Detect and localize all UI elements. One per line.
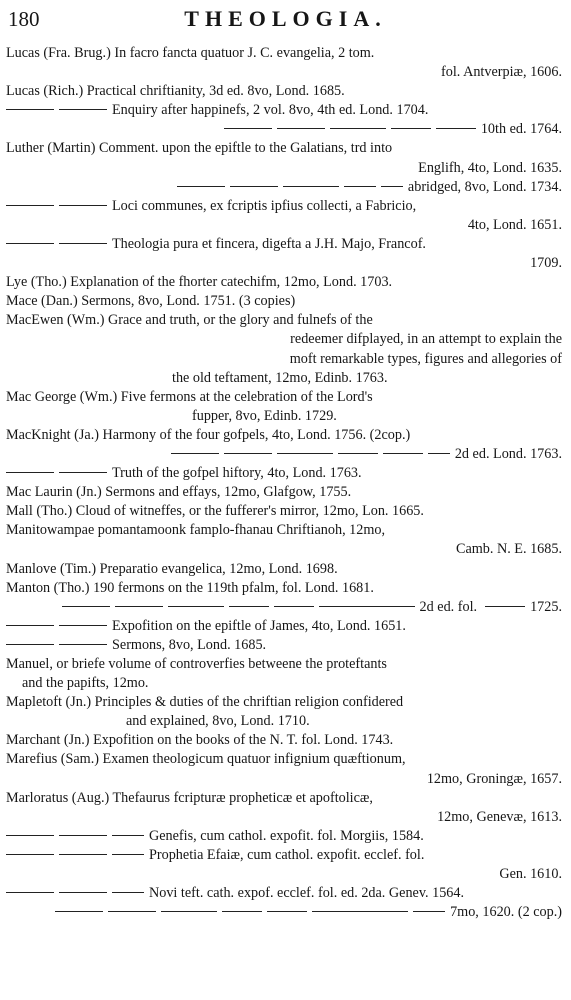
ditto-dash [6, 205, 54, 206]
entry-text: 12mo, Genevæ, 1613. [437, 808, 562, 825]
entry-text: Expofition on the epiftle of James, 4to, Lond. 1651. [112, 617, 406, 634]
entry-line [6, 139, 562, 158]
entry-text: 12mo, Groningæ, 1657. [426, 770, 562, 787]
entry-text: Genefis, cum cathol. expofit. fol. Morgiis, 1584. [149, 827, 424, 844]
ditto-dash [391, 128, 431, 129]
entry-text: Gen. 1610. [499, 866, 562, 883]
entry-line [6, 789, 562, 808]
entry-text: Sermons, 8vo, Lond. 1685. [112, 636, 267, 653]
entry-text: Manlove (Tim.) Preparatio evangelica, 12mo, Lond. 1698. [6, 560, 338, 577]
entry-line [6, 808, 562, 827]
ditto-dash [59, 625, 107, 626]
entry-text: 7mo, 1620. (2 cop.) [450, 904, 562, 921]
ditto-dash [312, 911, 408, 912]
entry-line [6, 159, 562, 178]
entry-line [6, 598, 562, 617]
entry-text: Luther (Martin) Comment. upon the epiftle to the Galatians, trd into [6, 140, 393, 157]
entry-text: Mapletoft (Jn.) Principles & duties of the chriftian religion confidered [6, 694, 404, 711]
ditto-dash [59, 243, 107, 244]
entry-line [6, 884, 562, 903]
entry-text: Lye (Tho.) Explanation of the fhorter catechifm, 12mo, Lond. 1703. [6, 274, 393, 291]
entry-line [6, 235, 562, 254]
ditto-dash [224, 453, 272, 454]
entry-line [6, 502, 562, 521]
ditto-dash [224, 128, 272, 129]
entry-line [6, 388, 562, 407]
entry-line [6, 540, 562, 559]
ditto-dash [383, 453, 423, 454]
ditto-dash [6, 644, 54, 645]
entry-text: Manitowampae pomantamoonk famplo-fhanau Chriftianoh, 12mo, [6, 522, 386, 539]
entry-text: 2d ed. Lond. 1763. [454, 445, 562, 462]
entry-text: Enquiry after happinefs, 2 vol. 8vo, 4th ed. Lond. 1704. [112, 102, 429, 119]
entry-text: Mac George (Wm.) Five fermons at the celebration of the Lord's [6, 388, 373, 405]
ditto-dash [59, 205, 107, 206]
entry-line [6, 483, 562, 502]
entry-line [6, 101, 562, 120]
ditto-dash [277, 453, 333, 454]
ditto-dash [62, 606, 110, 607]
entry-text: Mall (Tho.) Cloud of witneffes, or the fufferer's mirror, 12mo, Lon. 1665. [6, 503, 424, 520]
entry-line [6, 426, 562, 445]
ditto-dash [222, 911, 262, 912]
entry-line [6, 827, 562, 846]
ditto-dash [344, 186, 376, 187]
entry-line [6, 350, 562, 369]
ditto-dash [485, 606, 525, 607]
entry-line [6, 82, 562, 101]
entry-text: 4to, Lond. 1651. [467, 216, 562, 233]
ditto-dash [177, 186, 225, 187]
page-number: 180 [8, 7, 40, 31]
page-header [0, 4, 571, 38]
entry-text: Lucas (Rich.) Practical chriftianity, 3d ed. 8vo, Lond. 1685. [6, 83, 345, 100]
running-title: THEOLOGIA. [184, 6, 387, 31]
entry-line [6, 216, 562, 235]
entry-text: moft remarkable types, figures and allegories of [289, 350, 562, 367]
ditto-dash [108, 911, 156, 912]
ditto-dash [59, 854, 107, 855]
entry-text: fol. Antverpiæ, 1606. [441, 64, 562, 81]
entry-text: redeemer difplayed, in an attempt to explain the [290, 331, 562, 348]
entry-text: 1709. [530, 255, 562, 272]
ditto-dash [6, 892, 54, 893]
ditto-dash [338, 453, 378, 454]
entry-text: Manuel, or briefe volume of controverfies betweene the proteftants [6, 656, 387, 672]
ditto-dash [6, 243, 54, 244]
ditto-dash [277, 128, 325, 129]
ditto-dash [171, 453, 219, 454]
entry-text: and explained, 8vo, Lond. 1710. [126, 713, 310, 730]
entry-line [6, 63, 562, 82]
entry-text: Marefius (Sam.) Examen theologicum quatuor infignium quæftionum, [6, 751, 406, 768]
ditto-dash [59, 835, 107, 836]
ditto-dash [6, 625, 54, 626]
entry-line [6, 731, 562, 750]
entry-line [6, 445, 562, 464]
ditto-dash [267, 911, 307, 912]
entry-text: Loci communes, ex fcriptis ipfius collecti, a Fabricio, [112, 197, 417, 214]
ditto-dash [428, 453, 450, 454]
entry-line [6, 254, 562, 273]
ditto-dash [283, 186, 339, 187]
entry-line [6, 44, 562, 63]
entry-line [6, 311, 562, 330]
entry-text: fupper, 8vo, Edinb. 1729. [192, 407, 337, 424]
entry-text: Truth of the gofpel hiftory, 4to, Lond. 1763. [112, 465, 362, 482]
entry-text: Marchant (Jn.) Expofition on the books of the N. T. fol. Lond. 1743. [6, 732, 394, 749]
entry-text: Mace (Dan.) Sermons, 8vo, Lond. 1751. (3 copies) [6, 293, 296, 310]
ditto-dash [161, 911, 217, 912]
entry-text: MacEwen (Wm.) Grace and truth, or the glory and fulnefs of the [6, 312, 373, 329]
entry-line [6, 903, 562, 922]
ditto-dash [319, 606, 415, 607]
entry-line [6, 273, 562, 292]
ditto-dash [59, 892, 107, 893]
ditto-dash [230, 186, 278, 187]
ditto-dash [274, 606, 314, 607]
entry-line [6, 712, 562, 731]
entry-line [6, 178, 562, 197]
entry-line [6, 120, 562, 139]
ditto-dash [112, 835, 144, 836]
ditto-dash [229, 606, 269, 607]
ditto-dash [6, 472, 54, 473]
entry-line [6, 407, 562, 426]
entry-line [6, 865, 562, 884]
entry-line [6, 617, 562, 636]
entry-text: the old teftament, 12mo, Edinb. 1763. [172, 369, 388, 386]
entry-line [6, 464, 562, 483]
entry-line [6, 770, 562, 789]
ditto-dash [6, 109, 54, 110]
ditto-dash [6, 835, 54, 836]
catalogue-entries [6, 44, 562, 922]
entry-line [6, 369, 562, 388]
ditto-dash [55, 911, 103, 912]
entry-line [6, 521, 562, 540]
ditto-dash [59, 644, 107, 645]
entry-text: Theologia pura et fincera, digefta a J.H. Majo, Francof. [112, 235, 426, 252]
entry-line [6, 846, 562, 865]
ditto-dash [330, 128, 386, 129]
entry-line [6, 750, 562, 769]
entry-text: Novi teft. cath. expof. ecclef. fol. ed. 2da. Genev. 1564. [149, 885, 465, 902]
ditto-dash [436, 128, 476, 129]
ditto-dash [6, 854, 54, 855]
entry-line [6, 292, 562, 311]
entry-text: abridged, 8vo, Lond. 1734. [407, 178, 562, 195]
entry-line [6, 579, 562, 598]
entry-text: and the papifts, 12mo. [22, 675, 149, 692]
entry-line [6, 330, 562, 349]
ditto-dash [59, 472, 107, 473]
ditto-dash [59, 109, 107, 110]
ditto-dash [115, 606, 163, 607]
entry-line [6, 636, 562, 655]
entry-text: Lucas (Fra. Brug.) In facro fancta quatuor J. C. evangelia, 2 tom. [6, 45, 375, 61]
entry-text: Englifh, 4to, Lond. 1635. [418, 159, 562, 176]
entry-line [6, 693, 562, 712]
ditto-dash [112, 854, 144, 855]
ditto-dash [112, 892, 144, 893]
entry-text: Mac Laurin (Jn.) Sermons and effays, 12mo, Glafgow, 1755. [6, 484, 352, 501]
entry-line [6, 674, 562, 693]
entry-line [6, 655, 562, 674]
entry-line [6, 197, 562, 216]
entry-text: 1725. [530, 598, 562, 615]
entry-text: Prophetia Efaiæ, cum cathol. expofit. ecclef. fol. [149, 846, 425, 863]
ditto-dash [168, 606, 224, 607]
entry-text: Manton (Tho.) 190 fermons on the 119th pfalm, fol. Lond. 1681. [6, 579, 374, 596]
entry-line [6, 560, 562, 579]
ditto-dash [381, 186, 403, 187]
ditto-dash [413, 911, 445, 912]
entry-text: Marloratus (Aug.) Thefaurus fcripturæ propheticæ et apoftolicæ, [6, 789, 373, 806]
entry-text: MacKnight (Ja.) Harmony of the four gofpels, 4to, Lond. 1756. (2cop.) [6, 426, 411, 443]
entry-text: 10th ed. 1764. [480, 121, 562, 138]
entry-text: 2d ed. fol. [419, 598, 478, 615]
entry-text: Camb. N. E. 1685. [455, 541, 562, 558]
